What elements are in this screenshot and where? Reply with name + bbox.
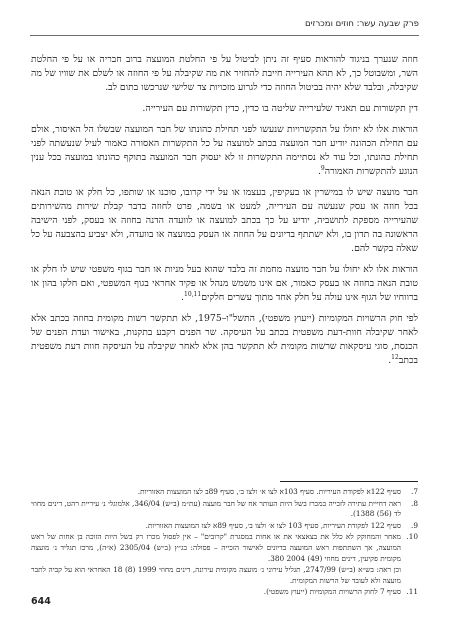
footnote-number: 9. xyxy=(411,520,418,530)
header-rule xyxy=(30,35,419,36)
footnote-number: 8. xyxy=(411,498,418,508)
paragraph-text: חוזה שנערך בניגוד להוראות סעיף זה ניתן לביטול על פי החלטת המועצה ברוב חבריה או על פי החלטת השר, ומשבוטל כך, לא תהא העירייה חייבת להחזיר את מה שקיבלה על פי החוזה או לשלם את שוויו של מה שקיבלה, ובלבד שלא יהיה בביטול החוזה כדי לגרוע מזכויות צד שלישי שנרכשו בתום לב. xyxy=(31,54,418,93)
footnote-ref[interactable]: 9 xyxy=(320,164,325,172)
footnote-text: מאחר והמחוקק לא כלל את בצאצאי את או אחות במסגרת "קרובים" – אין לפסול מכרז רק בשל היות הזוכה בן אחות של ראש המועצה, אך השתתפות ראש המועצה בדיונים לאישור הזכייה – פסולה: בג״ץ (ב״ש) 2305/04 (א״ה), מרכז תגליד נ׳ מועצה מקומית פקיעין, דינים מחוזי (49) 2004 380. xyxy=(31,532,401,563)
paragraph xyxy=(31,102,418,116)
body-text xyxy=(31,53,418,375)
footnote-text: סעיף 122 לפקודת העיריות, סעיף 103 לצו א׳ ולצו ב׳, סעיף 89א לצו המועצות האזוריות. xyxy=(145,520,401,530)
paragraph-text: חבר מועצה שיש לו במישרין או בעקיפין, בעצמו או על ידי קרובו, סוכנו או שותפו, כל חלק או טובת הנאה בכל חוזה או עסק שנעשה עם העירייה, למעט או בשמה, פרט לחוזה בדבר קבלת שירות מהשירותים שהעירייה מספקת לתושביה, יודיע על כך בכתב למועצה או לוועדה הדנה בחוזה או בעסק, לפני הישיבה הראשונה בה תדון בו, ולא ישתתף בדיונים על החוזה או העסק במועצה או בוועדה, ולא יצביע בהצבעה על כל שאלה בקשר להם. xyxy=(31,187,418,254)
footnote-text: ראה דחייית עתירה לזכייה במכרז בשל היות העותר אח של חבר מועצה (עת״מ (ב״ש) 346/04, אלמוגלי נ׳ עיריית רהט, דינים מחוזי לד (56) 1388). xyxy=(31,498,402,519)
running-header: פרק שבעה עשר: חוזים ומכרזים xyxy=(305,19,419,29)
paragraph xyxy=(31,53,418,95)
page-number: 644 xyxy=(31,596,51,607)
paragraph xyxy=(31,186,418,256)
footnote-text: סעיף 7 לחוק הרשויות המקומיות (ייעוץ משפטי). xyxy=(263,587,401,597)
footnote xyxy=(31,499,418,520)
footnote-text: סעיף 122א לפקודת העיריות. סעיף 103א לצו א׳ ולצו ב׳, סעיף 89ב לצו המועצות האזוריות. xyxy=(137,487,401,496)
footnote-text: וכן ראה: בש״א (ב״ש) 2747/99, תגליל עירוני נ׳ מועצה מקומית עירונה, דינים מחוזי 1999 (8) 18 האחראי הוא על קביה לתבר מועצה ולא לעובד של הרשות המקומית. xyxy=(31,565,401,585)
footnote xyxy=(31,532,418,564)
footnote xyxy=(31,487,418,498)
footnote-number xyxy=(401,565,418,586)
footnote-number: 11. xyxy=(406,587,418,597)
footnote-number: 10. xyxy=(406,532,418,542)
paragraph: הוראות אלו לא יחולו על חבר מועצה מחמת זה בלבד שהוא בעל מניות או חבר בגוף משפטי שיש לו חלק או טובת הנאה בחוזה או בעסק כאמור, אם אינו משמש מנהל או פקיד אחראי בגוף המשפטי, ואם חלקו בהון או ברווחיו של הגוף אינו עולה על חלק אחד מתוך עשרים חלקים$^{10,11}$. xyxy=(31,264,418,303)
paragraph: הוראות אלו לא יחולו על התקשרויות שנעשו לפני תחילת כהונתו של חבר המועצה שבשלו הל האיסור, אולם עם תחילת הכהונה יודיע חבר המועצה בכתב למועצה על כל התקשרות האסורה כאמור לעיל שנעשתה לפני תחילת כהונתו, וכל עוד לא נסתיימה התקשרות זו לא יעסוק חבר המועצה בתוקף כהונתו במועצה בכל ענין הנוגע להתקשרות האמורה$^9$. xyxy=(31,124,418,177)
footnote xyxy=(31,587,418,598)
paragraph: לפי חוק הרשויות המקומיות (ייעוץ משפטי), התשל"ו–1975, לא תתקשר רשות מקומית בחוזה בכתב אלא לאחר שקיבלה חוות-דעת משפטית בכתב על העיסקה. שר הפנים רקבע בתקנות, באישור ועדת הפנים של הכנסת, סוגי עיסקאות שרשות מקומית לא תתקשר בהן אלא לאחר שקיבלה על העיסקה חוות דעת משפטית בכתב$^{12}$. xyxy=(31,313,419,366)
footnotes xyxy=(31,487,418,599)
paragraph-text: הוראות אלו לא יחולו על חבר מועצה מחמת זה בלבד שהוא בעל מניות או חבר בגוף משפטי שיש לו חלק או טובת הנאה בחוזה או בעסק כאמור, אם אינו משמש מנהל או פקיד אחראי בגוף המשפטי, ואם חלקו בהון או ברווחיו של הגוף אינו עולה על חלק אחד מתוך עשרים חלקים xyxy=(31,264,418,303)
footnote xyxy=(31,521,418,532)
paragraph-text: דין תקשורות עם תאגיד שלעירייה שליטה בו כדין, כדין תקשורות עם העירייה. xyxy=(142,103,418,114)
footnote xyxy=(31,565,418,586)
paragraph-text: לפי חוק הרשויות המקומיות (ייעוץ משפטי), התשל"ו–1975, לא תתקשר רשות מקומית בחוזה בכתב אלא לאחר שקיבלה חוות-דעת משפטית בכתב על העיסקה. שר הפנים רקבע בתקנות, באישור ועדת הפנים של הכנסת, סוגי עיסקאות שרשות מקומית לא תתקשר בהן אלא לאחר שקיבלה על העיסקה חוות דעת משפטית בכתב xyxy=(31,313,419,366)
footnote-number: 7. xyxy=(411,487,418,496)
footnote-ref[interactable]: 12 xyxy=(391,353,399,361)
paragraph-text: הוראות אלו לא יחולו על התקשרויות שנעשו לפני תחילת כהונתו של חבר המועצה שבשלו הל האיסור, אולם עם תחילת הכהונה יודיע חבר המועצה בכתב למועצה על כל התקשרות האסורה כאמור לעיל שנעשתה לפני תחילת כהונתו, וכל עוד לא נסתיימה התקשרות זו לא יעסוק חבר המועצה בתוקף כהונתו במועצה בכל ענין הנוגע להתקשרות האמורה xyxy=(31,124,418,177)
footnote-rule xyxy=(280,481,418,482)
footnote-ref[interactable]: 10,11 xyxy=(184,290,202,298)
